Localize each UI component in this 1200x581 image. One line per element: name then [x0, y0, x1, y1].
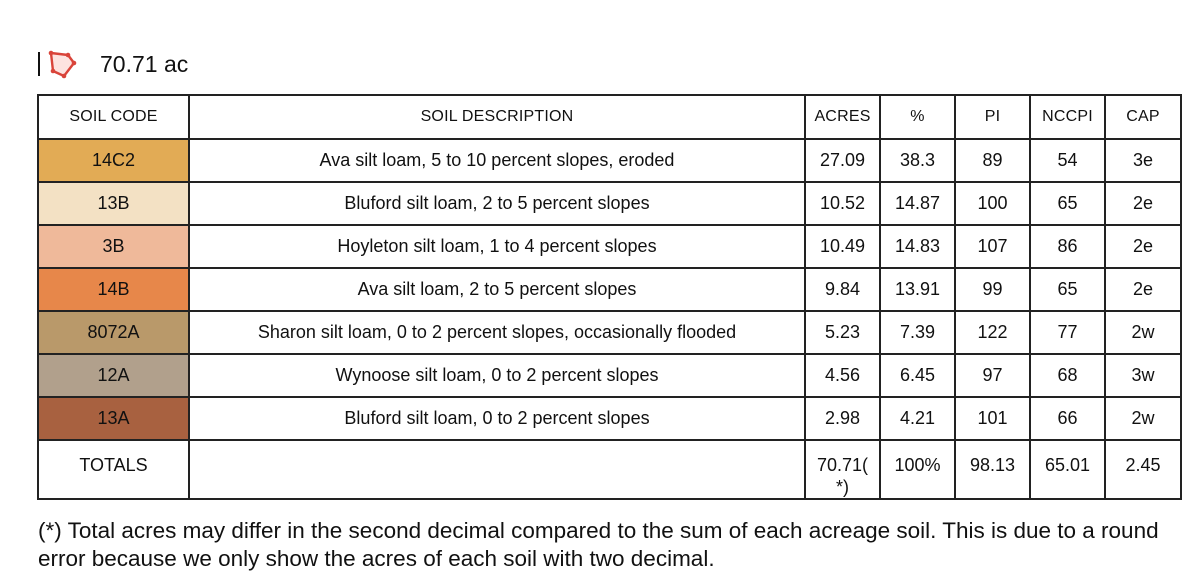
cap-cell: 2w [1105, 397, 1181, 440]
pi-cell: 100 [955, 182, 1030, 225]
cap-cell: 3e [1105, 139, 1181, 182]
nccpi-cell: 54 [1030, 139, 1105, 182]
percent-cell: 38.3 [880, 139, 955, 182]
percent-cell: 7.39 [880, 311, 955, 354]
acres-cell: 4.56 [805, 354, 880, 397]
table-row [38, 225, 1181, 268]
col-header-cap: CAP [1105, 95, 1181, 139]
soil-code-cell: 13B [38, 182, 189, 225]
col-header-acres: ACRES [805, 95, 880, 139]
pi-cell: 99 [955, 268, 1030, 311]
table-header-row [38, 95, 1181, 139]
pi-cell: 97 [955, 354, 1030, 397]
totals-acres-line2: *) [836, 477, 849, 497]
col-header-soil-description: SOIL DESCRIPTION [189, 95, 805, 139]
acres-cell: 10.52 [805, 182, 880, 225]
acres-cell: 9.84 [805, 268, 880, 311]
percent-cell: 13.91 [880, 268, 955, 311]
percent-cell: 6.45 [880, 354, 955, 397]
col-header-soil-code: SOIL CODE [38, 95, 189, 139]
cap-cell: 2e [1105, 182, 1181, 225]
table-row [38, 397, 1181, 440]
acres-cell: 10.49 [805, 225, 880, 268]
soil-description-cell: Bluford silt loam, 2 to 5 percent slopes [189, 182, 805, 225]
soil-code-cell: 14C2 [38, 139, 189, 182]
soil-code-cell: 8072A [38, 311, 189, 354]
totals-acres-line1: 70.71( [816, 455, 869, 475]
soil-description-cell: Ava silt loam, 2 to 5 percent slopes [189, 268, 805, 311]
table-row [38, 311, 1181, 354]
nccpi-cell: 66 [1030, 397, 1105, 440]
table-row [38, 354, 1181, 397]
totals-acres-cell [805, 440, 880, 499]
header-divider [38, 52, 40, 76]
pi-cell: 101 [955, 397, 1030, 440]
soil-description-cell: Sharon silt loam, 0 to 2 percent slopes, occasionally flooded [189, 311, 805, 354]
table-row [38, 268, 1181, 311]
totals-nccpi-cell: 65.01 [1030, 440, 1105, 499]
field-header [38, 48, 188, 80]
pi-cell: 89 [955, 139, 1030, 182]
acres-cell: 2.98 [805, 397, 880, 440]
soil-description-cell: Bluford silt loam, 0 to 2 percent slopes [189, 397, 805, 440]
soil-code-cell: 14B [38, 268, 189, 311]
col-header-nccpi: NCCPI [1030, 95, 1105, 139]
totals-cap-cell: 2.45 [1105, 440, 1181, 499]
soil-description-cell: Ava silt loam, 5 to 10 percent slopes, eroded [189, 139, 805, 182]
totals-percent-cell: 100% [880, 440, 955, 499]
totals-description-cell [189, 440, 805, 499]
cap-cell: 2e [1105, 268, 1181, 311]
cap-cell: 2w [1105, 311, 1181, 354]
totals-pi-cell: 98.13 [955, 440, 1030, 499]
col-header-pi: PI [955, 95, 1030, 139]
pi-cell: 107 [955, 225, 1030, 268]
soil-description-cell: Wynoose silt loam, 0 to 2 percent slopes [189, 354, 805, 397]
acres-cell: 5.23 [805, 311, 880, 354]
soil-description-cell: Hoyleton silt loam, 1 to 4 percent slopes [189, 225, 805, 268]
nccpi-cell: 77 [1030, 311, 1105, 354]
table-row [38, 139, 1181, 182]
soil-code-cell: 3B [38, 225, 189, 268]
soil-code-cell: 12A [38, 354, 189, 397]
totals-row [38, 440, 1181, 499]
percent-cell: 4.21 [880, 397, 955, 440]
total-acres-title: 70.71 ac [100, 50, 189, 77]
percent-cell: 14.83 [880, 225, 955, 268]
footnote: (*) Total acres may differ in the second decimal compared to the sum of each acreage soil. This is due to a round error because we only show the acres of each soil with two decimal. [38, 518, 1159, 571]
nccpi-cell: 65 [1030, 268, 1105, 311]
totals-label: TOTALS [38, 440, 189, 499]
field-boundary-icon [46, 49, 78, 79]
cap-cell: 2e [1105, 225, 1181, 268]
cap-cell: 3w [1105, 354, 1181, 397]
acres-cell: 27.09 [805, 139, 880, 182]
percent-cell: 14.87 [880, 182, 955, 225]
pi-cell: 122 [955, 311, 1030, 354]
soil-table [37, 94, 1182, 500]
nccpi-cell: 65 [1030, 182, 1105, 225]
nccpi-cell: 68 [1030, 354, 1105, 397]
col-header-percent: % [880, 95, 955, 139]
nccpi-cell: 86 [1030, 225, 1105, 268]
soil-code-cell: 13A [38, 397, 189, 440]
table-row [38, 182, 1181, 225]
